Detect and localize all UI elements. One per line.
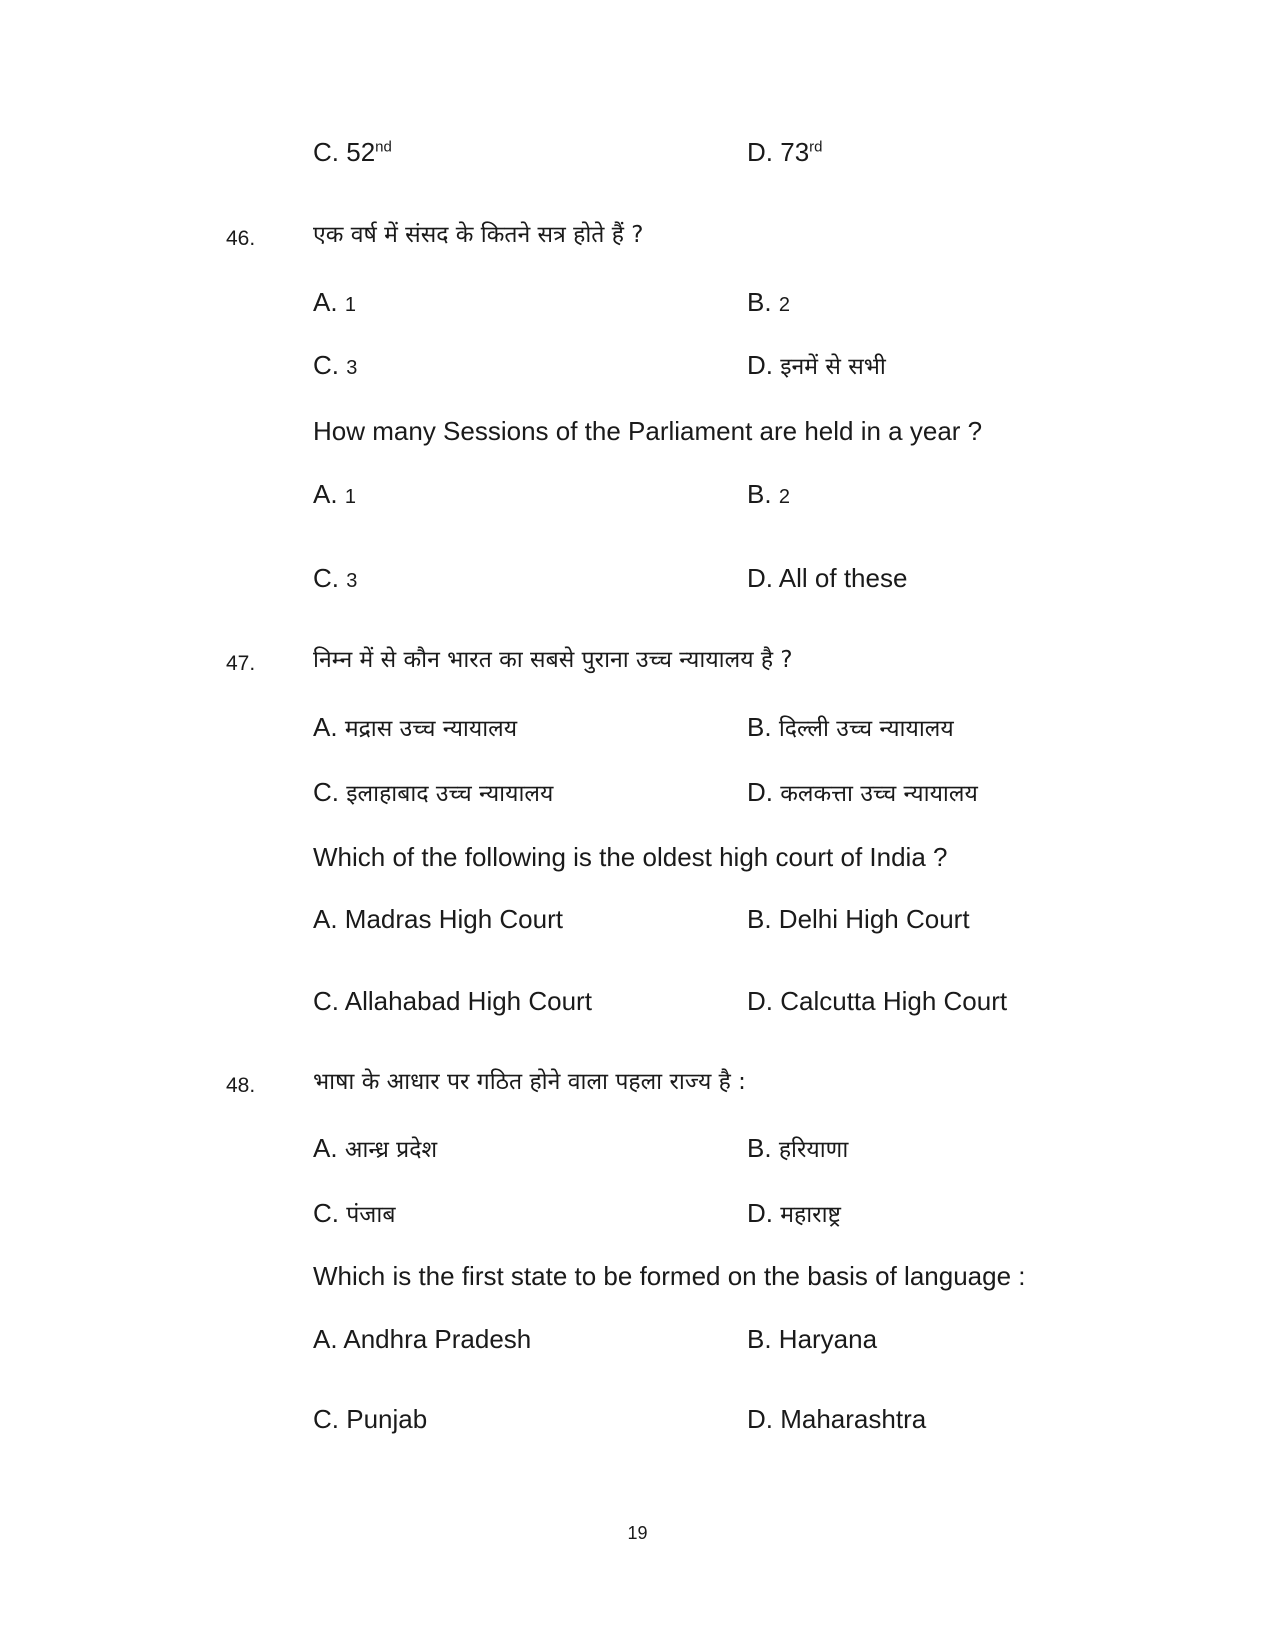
option-d-hindi: D. महाराष्ट्र: [747, 1198, 841, 1228]
question-number: 48.: [226, 1074, 256, 1097]
question-hindi-text: निम्न में से कौन भारत का सबसे पुराना उच्च न्यायालय है ?: [313, 647, 793, 673]
option-a-hindi: A. मद्रास उच्च न्यायालय: [313, 712, 518, 742]
option-d-hindi: D. इनमें से सभी: [747, 350, 886, 380]
option-c-hindi: C. इलाहाबाद उच्च न्यायालय: [313, 777, 554, 807]
option-b-hindi: B. 2: [747, 287, 790, 317]
page-number: 19: [627, 1523, 648, 1543]
question-english-text: Which of the following is the oldest high court of India ?: [313, 842, 948, 872]
option-d-prev: D. 73rd: [747, 137, 823, 167]
option-a-english: A. Andhra Pradesh: [313, 1324, 532, 1354]
option-b-english: B. Haryana: [747, 1324, 878, 1354]
question-hindi-text: भाषा के आधार पर गठित होने वाला पहला राज्य है :: [313, 1069, 746, 1095]
option-d-english: D. Calcutta High Court: [747, 986, 1008, 1016]
option-c-prev: C. 52nd: [313, 137, 392, 167]
question-english-text: Which is the first state to be formed on the basis of language :: [313, 1261, 1026, 1291]
option-a-english: A. 1: [313, 479, 356, 509]
option-a-hindi: A. आन्ध्र प्रदेश: [313, 1133, 438, 1163]
option-c-english: C. 3: [313, 563, 358, 593]
option-b-english: B. 2: [747, 479, 790, 509]
option-c-hindi: C. पंजाब: [313, 1198, 396, 1228]
option-c-english: C. Allahabad High Court: [313, 986, 592, 1016]
option-b-hindi: B. हरियाणा: [747, 1133, 849, 1163]
option-a-hindi: A. 1: [313, 287, 356, 317]
option-b-hindi: B. दिल्ली उच्च न्यायालय: [747, 712, 954, 742]
option-d-english: D. All of these: [747, 563, 908, 593]
question-number: 47.: [226, 652, 256, 675]
option-a-english: A. Madras High Court: [313, 904, 563, 934]
option-d-english: D. Maharashtra: [747, 1404, 927, 1434]
question-number: 46.: [226, 227, 256, 250]
question-english-text: How many Sessions of the Parliament are held in a year ?: [313, 416, 983, 446]
question-hindi-text: एक वर्ष में संसद के कितने सत्र होते हैं ?: [313, 222, 644, 248]
option-c-english: C. Punjab: [313, 1404, 428, 1434]
option-b-english: B. Delhi High Court: [747, 904, 970, 934]
option-d-hindi: D. कलकत्ता उच्च न्यायालय: [747, 777, 978, 807]
option-c-hindi: C. 3: [313, 350, 358, 380]
